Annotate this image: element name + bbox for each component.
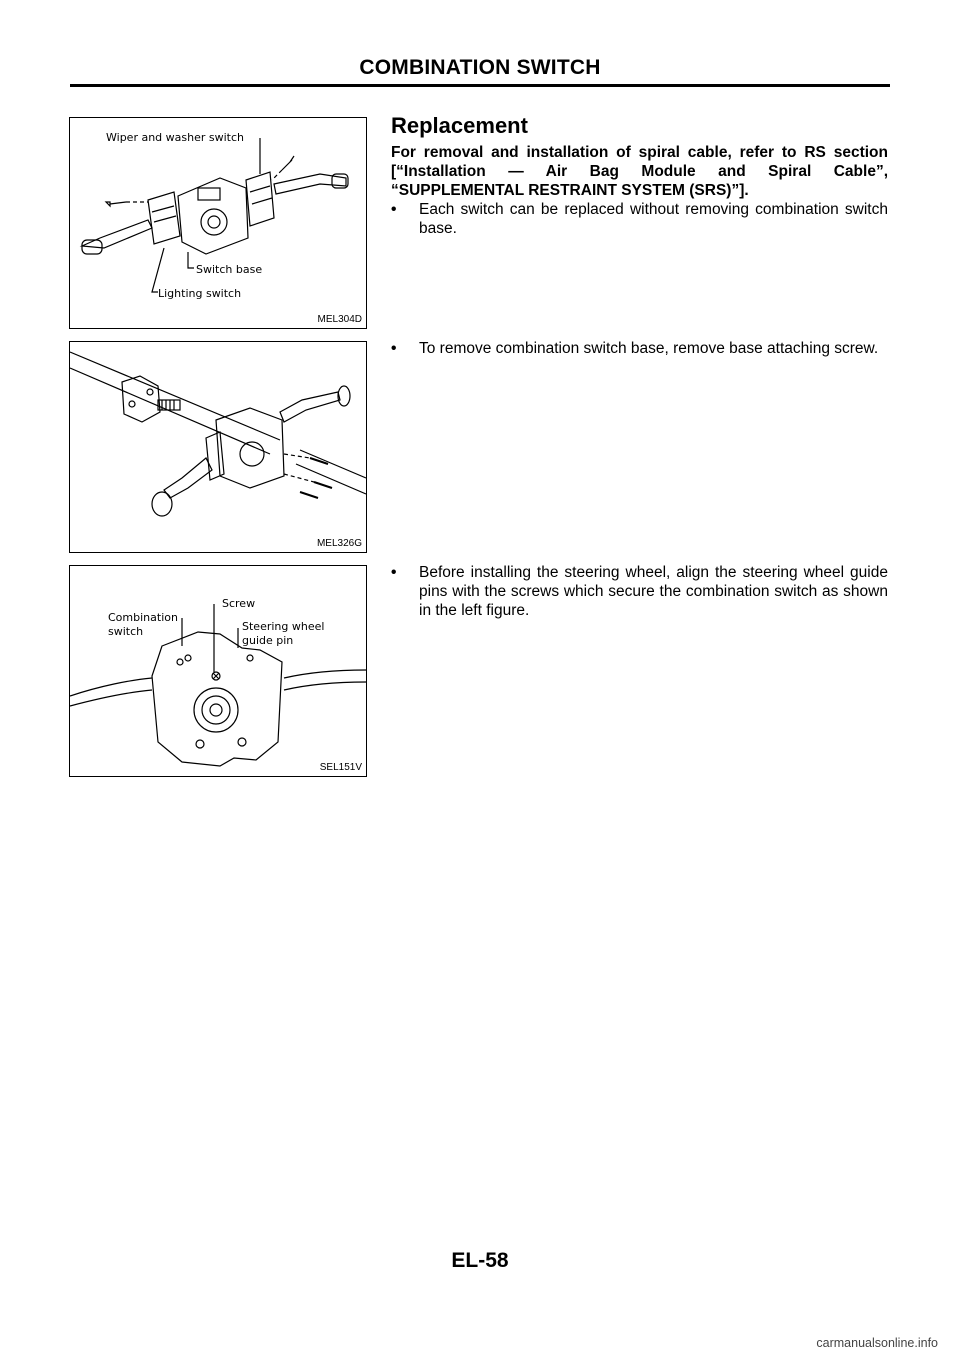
label-switch-base: Switch base [196, 263, 263, 276]
header-rule [70, 84, 890, 87]
watermark: carmanualsonline.info [816, 1336, 938, 1350]
figure-code: MEL304D [317, 314, 362, 325]
bullet-item [391, 563, 888, 620]
label-combination: Combination [108, 611, 178, 624]
figure-switch-base-screws-drawing [70, 342, 366, 552]
label-steering-wheel: Steering wheel [242, 620, 325, 633]
figure-switch-base-screws [69, 341, 367, 553]
bullet-item [391, 200, 888, 238]
bullet-text: To remove combination switch base, remove base attaching screw. [419, 340, 879, 357]
bullet-item [391, 339, 888, 358]
label-screw: Screw [222, 597, 256, 610]
label-guide-pin: guide pin [242, 634, 294, 647]
page-number: EL-58 [451, 1249, 509, 1272]
label-lighting-switch: Lighting switch [158, 287, 242, 300]
bullet-symbol: • [391, 201, 397, 218]
bullet-text: Before installing the steering wheel, align the steering wheel guide pins with the screws which secure the combination switch as shown in the left figure. [419, 564, 888, 619]
figure-guide-pin-alignment [69, 565, 367, 777]
bullet-symbol: • [391, 564, 397, 581]
bullet-symbol: • [391, 340, 397, 357]
figure-code: MEL326G [316, 538, 362, 549]
intro-paragraph: For removal and installation of spiral cable, refer to RS section [“Installation — Air Bag Module and Spiral Cable”, “SUPPLEMENTAL RESTRAINT SYSTEM (SRS)”]. [391, 144, 888, 199]
page-header-title: COMBINATION SWITCH [359, 56, 601, 79]
label-wiper-washer-switch: Wiper and washer switch [106, 131, 244, 144]
bullet-text: Each switch can be replaced without removing combination switch base. [419, 201, 888, 237]
figure-code: SEL151V [319, 762, 362, 773]
section-title: Replacement [391, 113, 528, 138]
label-switch: switch [108, 625, 144, 638]
figure-guide-pin-alignment-drawing [70, 566, 366, 784]
figure-switch-exploded [69, 117, 367, 329]
